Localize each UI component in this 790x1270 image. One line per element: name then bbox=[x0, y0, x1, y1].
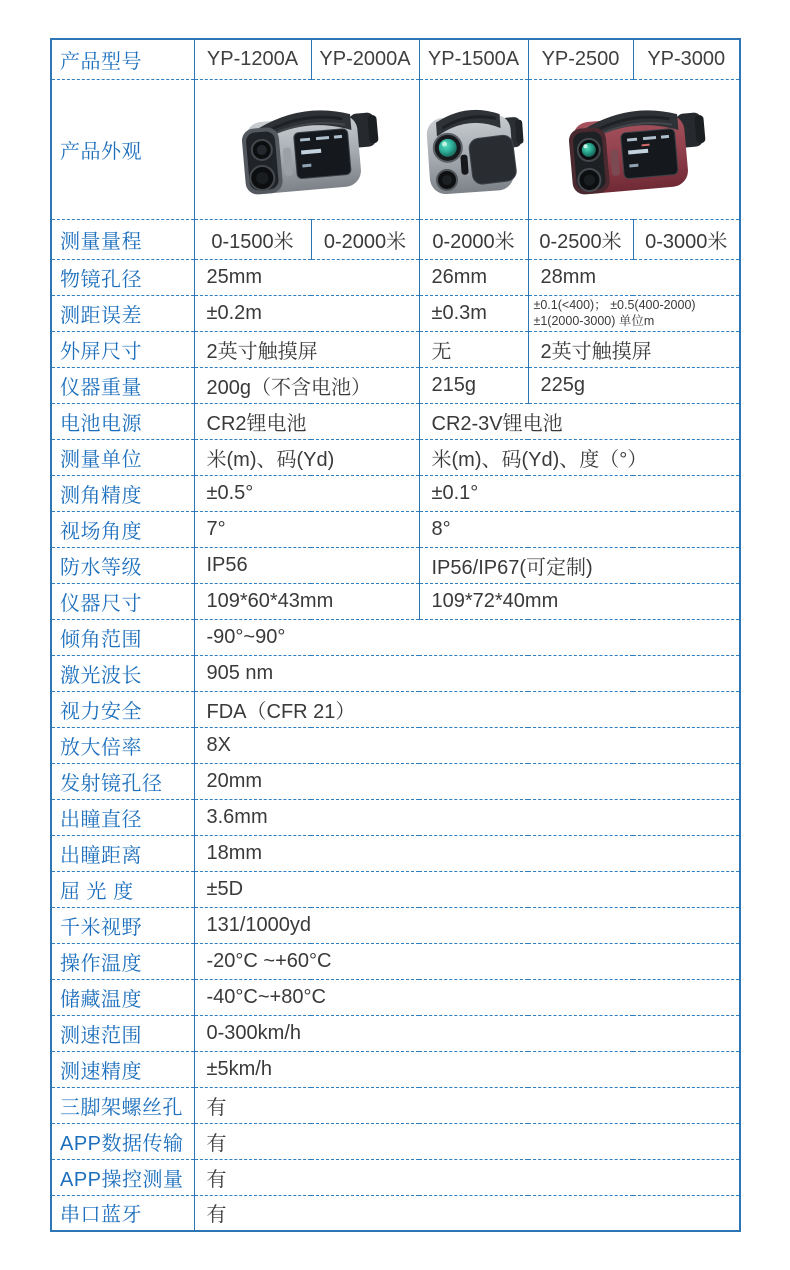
spec-label: 测速精度 bbox=[51, 1051, 194, 1087]
spec-value: 7° bbox=[194, 511, 419, 547]
spec-row bbox=[51, 259, 740, 295]
spec-row bbox=[51, 475, 740, 511]
spec-value: 有 bbox=[194, 1195, 740, 1231]
spec-value: 无 bbox=[419, 331, 528, 367]
spec-value: 18mm bbox=[194, 835, 740, 871]
spec-value: 2英寸触摸屏 bbox=[528, 331, 740, 367]
compact-silver-rangefinder-image bbox=[422, 88, 526, 210]
spec-row bbox=[51, 295, 740, 331]
spec-row bbox=[51, 1159, 740, 1195]
spec-label: 外屏尺寸 bbox=[51, 331, 194, 367]
spec-label: 物镜孔径 bbox=[51, 259, 194, 295]
spec-row-appearance bbox=[51, 79, 740, 219]
spec-label: 倾角范围 bbox=[51, 619, 194, 655]
spec-row bbox=[51, 763, 740, 799]
spec-label: 测量单位 bbox=[51, 439, 194, 475]
spec-label: 仪器重量 bbox=[51, 367, 194, 403]
spec-label: 产品型号 bbox=[51, 39, 194, 79]
spec-row bbox=[51, 727, 740, 763]
spec-label: 出瞳距离 bbox=[51, 835, 194, 871]
model-name: YP-1500A bbox=[419, 39, 528, 79]
spec-row bbox=[51, 907, 740, 943]
spec-value: 225g bbox=[528, 367, 740, 403]
spec-value: 0-2000米 bbox=[419, 219, 528, 259]
spec-value: 米(m)、码(Yd) bbox=[194, 439, 419, 475]
model-name: YP-2500 bbox=[528, 39, 633, 79]
spec-row bbox=[51, 1195, 740, 1231]
spec-value: 米(m)、码(Yd)、度（°） bbox=[419, 439, 740, 475]
spec-value: -40°C~+80°C bbox=[194, 979, 740, 1015]
spec-value: 26mm bbox=[419, 259, 528, 295]
spec-row bbox=[51, 367, 740, 403]
spec-value: 有 bbox=[194, 1123, 740, 1159]
spec-row bbox=[51, 979, 740, 1015]
spec-row bbox=[51, 1015, 740, 1051]
spec-label: 测距误差 bbox=[51, 295, 194, 331]
spec-value: 8° bbox=[419, 511, 740, 547]
spec-value: 8X bbox=[194, 727, 740, 763]
spec-row bbox=[51, 511, 740, 547]
product-photo-cell bbox=[194, 79, 419, 219]
spec-value: 0-300km/h bbox=[194, 1015, 740, 1051]
spec-value: FDA（CFR 21） bbox=[194, 691, 740, 727]
spec-value: 905 nm bbox=[194, 655, 740, 691]
spec-label: 电池电源 bbox=[51, 403, 194, 439]
spec-label: 操作温度 bbox=[51, 943, 194, 979]
spec-row bbox=[51, 547, 740, 583]
model-name: YP-3000 bbox=[633, 39, 740, 79]
spec-value: 131/1000yd bbox=[194, 907, 740, 943]
spec-value: -90°~90° bbox=[194, 619, 740, 655]
spec-value: ±0.2m bbox=[194, 295, 419, 331]
spec-row bbox=[51, 403, 740, 439]
spec-value: 0-2500米 bbox=[528, 219, 633, 259]
spec-row bbox=[51, 655, 740, 691]
spec-value: 有 bbox=[194, 1159, 740, 1195]
spec-row bbox=[51, 331, 740, 367]
product-photo-cell bbox=[528, 79, 740, 219]
spec-value: 200g（不含电池） bbox=[194, 367, 419, 403]
spec-value: ±0.3m bbox=[419, 295, 528, 331]
spec-value: 109*72*40mm bbox=[419, 583, 740, 619]
spec-label: 激光波长 bbox=[51, 655, 194, 691]
spec-value: IP56/IP67(可定制) bbox=[419, 547, 740, 583]
spec-value: ±5km/h bbox=[194, 1051, 740, 1087]
spec-label: 出瞳直径 bbox=[51, 799, 194, 835]
spec-row-model bbox=[51, 39, 740, 79]
spec-label: 产品外观 bbox=[51, 79, 194, 219]
spec-value: 20mm bbox=[194, 763, 740, 799]
spec-value: 25mm bbox=[194, 259, 419, 295]
silver-rangefinder-image bbox=[231, 88, 383, 210]
spec-row bbox=[51, 1123, 740, 1159]
spec-value: IP56 bbox=[194, 547, 419, 583]
red-rangefinder-image bbox=[558, 88, 710, 210]
spec-value: ±0.1° bbox=[419, 475, 740, 511]
spec-row bbox=[51, 583, 740, 619]
spec-row bbox=[51, 871, 740, 907]
spec-value: CR2-3V锂电池 bbox=[419, 403, 740, 439]
spec-row bbox=[51, 439, 740, 475]
spec-label: 储藏温度 bbox=[51, 979, 194, 1015]
spec-value: 215g bbox=[419, 367, 528, 403]
spec-value: ±0.5° bbox=[194, 475, 419, 511]
spec-label: 千米视野 bbox=[51, 907, 194, 943]
spec-label: 仪器尺寸 bbox=[51, 583, 194, 619]
spec-label: 视场角度 bbox=[51, 511, 194, 547]
model-name: YP-1200A bbox=[194, 39, 311, 79]
spec-row bbox=[51, 619, 740, 655]
spec-value: 0-1500米 bbox=[194, 219, 311, 259]
spec-value: 0-3000米 bbox=[633, 219, 740, 259]
spec-label: 防水等级 bbox=[51, 547, 194, 583]
product-photo-cell bbox=[419, 79, 528, 219]
spec-label: 发射镜孔径 bbox=[51, 763, 194, 799]
spec-value-line: ±0.1(<400)； ±0.5(400-2000) bbox=[533, 297, 696, 312]
spec-label: APP数据传输 bbox=[51, 1123, 194, 1159]
spec-value: ±5D bbox=[194, 871, 740, 907]
spec-label: 视力安全 bbox=[51, 691, 194, 727]
spec-value: -20°C ~+60°C bbox=[194, 943, 740, 979]
spec-label: 测角精度 bbox=[51, 475, 194, 511]
spec-row bbox=[51, 1051, 740, 1087]
product-spec-table bbox=[50, 38, 741, 1232]
spec-row bbox=[51, 219, 740, 259]
spec-value: 3.6mm bbox=[194, 799, 740, 835]
spec-value: 有 bbox=[194, 1087, 740, 1123]
spec-label: 串口蓝牙 bbox=[60, 1204, 142, 1227]
spec-label: 屈 光 度 bbox=[51, 871, 194, 907]
spec-value: 109*60*43mm bbox=[194, 583, 419, 619]
spec-value: CR2锂电池 bbox=[194, 403, 419, 439]
spec-label: 放大倍率 bbox=[51, 727, 194, 763]
spec-row bbox=[51, 1087, 740, 1123]
spec-value-line: ±1(2000-3000) 单位m bbox=[533, 314, 655, 328]
spec-value: 0-2000米 bbox=[311, 219, 419, 259]
spec-row bbox=[51, 943, 740, 979]
spec-row bbox=[51, 691, 740, 727]
model-name: YP-2000A bbox=[311, 39, 419, 79]
spec-label: 测速范围 bbox=[51, 1015, 194, 1051]
spec-row bbox=[51, 835, 740, 871]
spec-label: 三脚架螺丝孔 bbox=[51, 1087, 194, 1123]
spec-value: 2英寸触摸屏 bbox=[194, 331, 419, 367]
spec-row bbox=[51, 799, 740, 835]
spec-value bbox=[528, 295, 740, 331]
spec-label: APP操控测量 bbox=[51, 1159, 194, 1195]
spec-label: 测量量程 bbox=[51, 219, 194, 259]
spec-value: 28mm bbox=[528, 259, 740, 295]
